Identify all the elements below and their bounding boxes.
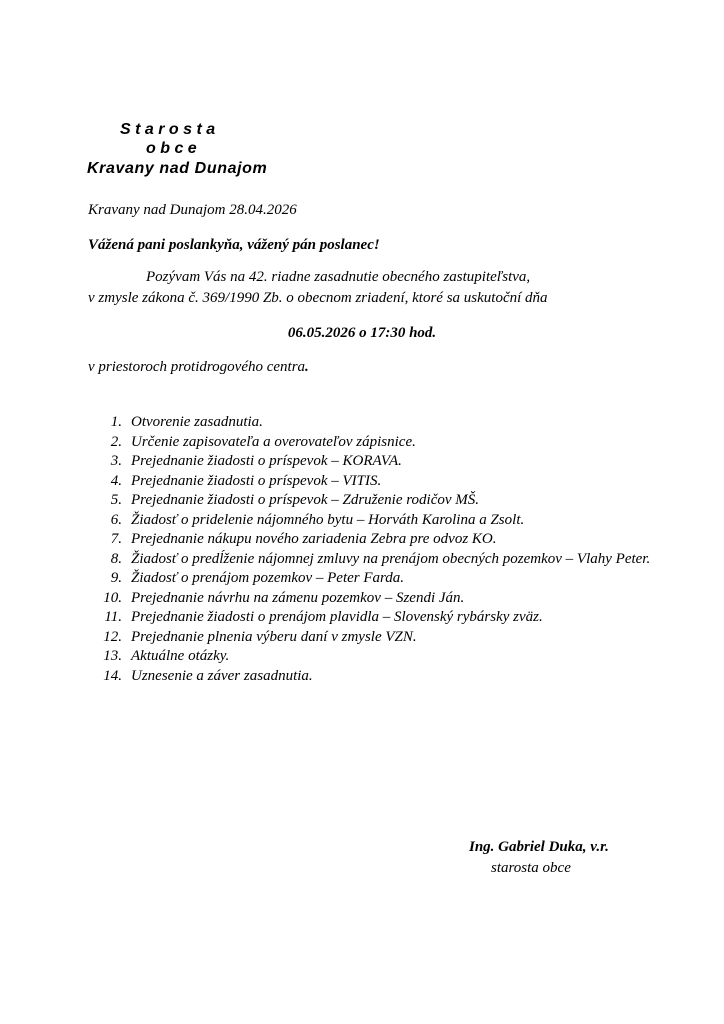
header-village: Kravany nad Dunajom [87,160,268,177]
agenda-item-text: Prejednanie nákupu nového zariadenia Zebra pre odvoz KO. [131,531,497,547]
agenda-item-number: 9. [110,570,122,586]
invitation-line-1: Pozývam Vás na 42. riadne zasadnutie obecného zastupiteľstva, [146,269,531,285]
agenda-item-text: Uznesenie a záver zasadnutia. [131,667,313,684]
agenda-item [88,667,658,687]
agenda-item [88,452,658,472]
agenda-item-number: 13. [103,648,122,664]
header-obce: o b c e [146,140,197,157]
agenda-item [88,550,658,570]
agenda-item [88,413,658,433]
agenda-item [88,628,658,648]
agenda-item [88,608,658,628]
agenda-item-number: 1. [110,414,122,430]
agenda-item-text: Žiadosť o prenájom pozemkov – Peter Farda. [131,570,405,586]
agenda-item [88,472,658,492]
salutation: Vážená pani poslankyňa, vážený pán poslanec! [88,237,380,253]
agenda-item [88,530,658,550]
header-starosta: S t a r o s t a [120,121,216,138]
agenda-item-number: 7. [110,531,122,547]
agenda-item [88,589,658,609]
location-text: v priestoroch protidrogového centra [88,359,306,375]
agenda-item-text: Žiadosť o pridelenie nájomného bytu – Horváth Karolina a Zsolt. [131,511,525,528]
agenda-item-text: Žiadosť o predĺženie nájomnej zmluvy na prenájom obecných pozemkov – Vlahy Peter. [131,550,651,567]
agenda-item-text: Prejednanie plnenia výberu daní v zmysle VZN. [131,628,417,645]
agenda-item-number: 4. [110,472,122,489]
agenda-item [88,569,658,589]
agenda-item-text: Určenie zapisovateľa a overovateľov zápisnice. [131,433,416,450]
agenda-item-text: Prejednanie žiadosti o príspevok – VITIS. [131,472,382,489]
agenda-item-number: 3. [110,453,122,469]
agenda-list [88,413,658,686]
agenda-item-number: 12. [103,628,122,645]
location-period: . [305,359,309,375]
agenda-item-number: 8. [110,550,122,567]
agenda-item-number: 14. [103,667,122,684]
agenda-item [88,511,658,531]
agenda-item-number: 2. [110,433,122,450]
invitation-line-2: v zmysle zákona č. 369/1990 Zb. o obecnom zriadení, ktoré sa uskutoční dňa [88,290,548,306]
agenda-item-number: 6. [110,511,122,528]
agenda-item-number: 11. [104,609,122,625]
agenda-item-number: 10. [103,589,122,606]
agenda-item-text: Prejednanie návrhu na zámenu pozemkov – Szendi Ján. [131,589,465,606]
agenda-item-number: 5. [110,492,122,508]
agenda-item-text: Prejednanie žiadosti o príspevok – KORAVA. [131,453,402,469]
agenda-item-text: Aktuálne otázky. [131,648,230,664]
signature-role: starosta obce [491,860,571,876]
place-date: Kravany nad Dunajom 28.04.2026 [88,202,297,218]
meeting-location [88,358,309,376]
agenda-item-text: Prejednanie žiadosti o prenájom plavidla – Slovenský rybársky zväz. [131,609,543,625]
meeting-time: 06.05.2026 o 17:30 hod. [287,325,437,341]
agenda-item [88,647,658,667]
signature-name: Ing. Gabriel Duka, v.r. [469,839,609,855]
agenda-item-text: Prejednanie žiadosti o príspevok – Združenie rodičov MŠ. [131,492,480,508]
agenda-item [88,433,658,453]
agenda-item [88,491,658,511]
agenda-item-text: Otvorenie zasadnutia. [131,414,263,430]
